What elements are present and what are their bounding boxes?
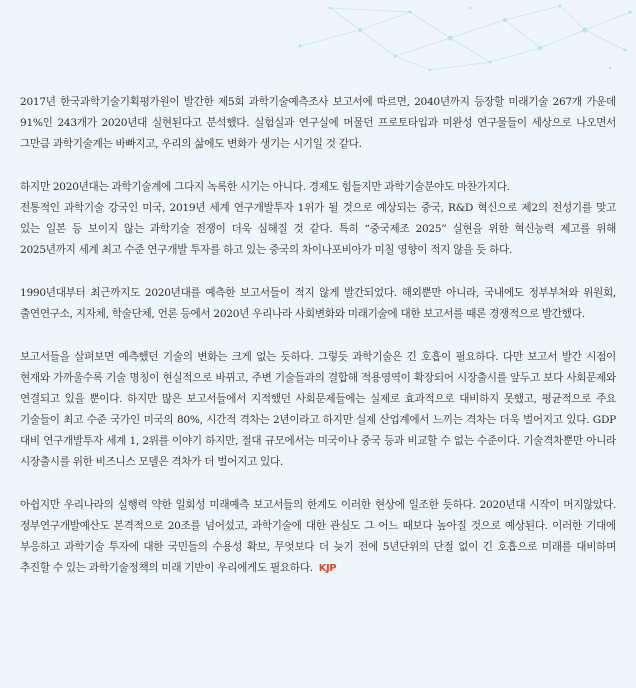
paragraph-6-text: 아쉽지만 우리나라의 실행력 약한 일회성 미래예측 보고서들의 한계도 이러한 현상에 일조한 듯하다. 2020년대 시작이 머지않았다. 정부연구개발예산도 본격적으로 20조를 넘어섰고, 과학기술에 대한 관심도 그 어느 때보다 높아질 것으로 예상된다. 이러한 기대에 부응하고 과학기술 투자에 대한 국민들의 수용성 확보, 무엇보다 더 늦기 전에 5년단위의 단절 없이 긴 호흡으로 미래를 대비하며 추진할 수 있는 과학기술정책의 미래 기반이 우리에게도 필요하다. <box>20 499 616 574</box>
paragraph-4: 1990년대부터 최근까지도 2020년대를 예측한 보고서들이 적지 않게 발간되었다. 해외뿐만 아니라, 국내에도 정부부처와 위원회, 출연연구소, 지자체, 학술단체, 언론 등에서 2020년 우리나라 사회변화와 미래기술에 대한 보고서를 때론 경쟁적으로 발간했다. <box>20 287 616 320</box>
end-mark-logo: KJP <box>318 563 337 574</box>
paragraph-2: 하지만 2020년대는 과학기술계에 그다지 녹록한 시기는 아니다. 경제도 힘들지만 과학기술분야도 마찬가지다. <box>20 181 510 193</box>
network-decoration <box>0 0 636 80</box>
paragraph-6 <box>20 495 616 579</box>
paragraph-3: 전통적인 과학기술 강국인 미국, 2019년 세계 연구개발투자 1위가 될 것으로 예상되는 중국, R&D 혁신으로 제2의 전성기를 맞고 있는 일본 등 보이지 않는 과학기술 전쟁이 더욱 심해질 것 같다. 특히 “중국제조 2025” 실현을 위한 혁신능력 제고를 위해 2025년까지 세계 최고 수준 연구개발 투자를 하고 있는 중국의 차이나포비아가 미칠 영향이 적지 않을 듯 하다. <box>20 202 616 256</box>
paragraph-5: 보고서들을 살펴보면 예측했던 기술의 변화는 크게 없는 듯하다. 그렇듯 과학기술은 긴 호흡이 필요하다. 다만 보고서 발간 시점이 현재와 가까울수록 기술 명칭이 현실적으로 바뀌고, 주변 기술들과의 결합해 적용영역이 확장되어 시장출시를 앞두고 보다 사회문제와 연결되고 있을 뿐이다. 하지만 많은 보고서들에서 지적했던 사회문제들에는 실제로 효과적으로 대비하지 못했고, 평균적으로 주요 기술들이 최고 수준 국가인 미국의 80%, 시간적 격차는 2년이라고 하지만 실제 산업계에서 느끼는 격차는 더욱 벌어지고 있다. GDP 대비 연구개발투자 세계 1, 2위를 이야기 하지만, 절대 규모에서는 미국이나 중국 등과 비교할 수 없는 수준이다. 기술격차뿐만 아니라 시장출시를 위한 비즈니스 모델은 격차가 더 벌어지고 있다. <box>20 351 616 468</box>
article-body <box>20 92 616 601</box>
paragraph-1: 2017년 한국과학기술기획평가원이 발간한 제5회 과학기술예측조사 보고서에 따르면, 2040년까지 등장할 미래기술 267개 가운데 91%인 243개가 2020년대 실현된다고 분석했다. 실험실과 연구실에 머물던 프로토타입과 미완성 연구물들이 세상으로 나오면서 그만큼 과학기술계는 바빠지고, 우리의 삶에도 변화가 생기는 시기일 것 같다. <box>20 96 616 150</box>
